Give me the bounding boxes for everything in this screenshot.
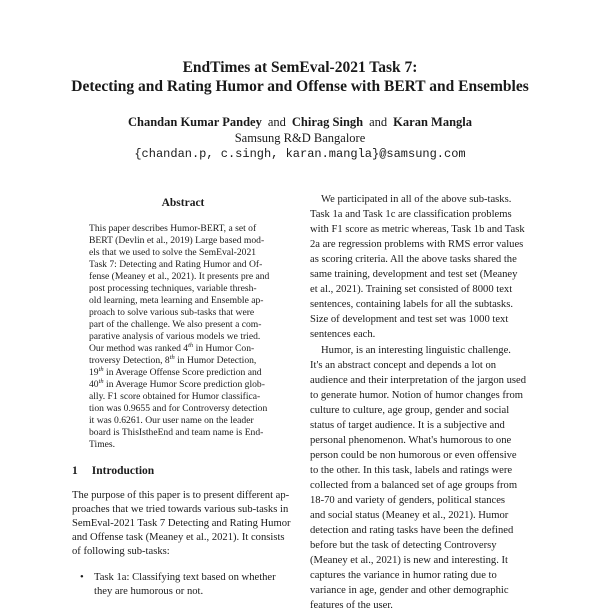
body-line: Humor, is an interesting linguistic challenge. <box>321 345 511 356</box>
abstract-line: Our method was ranked 4th in Humor Con- <box>89 341 255 354</box>
author-conjunction: and <box>267 115 286 129</box>
abstract-line: BERT (Devlin et al., 2019) Large based mod- <box>89 235 265 246</box>
body-line: audience and their interpretation of the jargon used <box>310 375 527 386</box>
body-line: before but the task of detecting Controversy <box>310 540 497 551</box>
abstract-line: Task 7: Detecting and Rating Humor and Of- <box>89 259 263 270</box>
abstract-line: proach to solve various sub-tasks that were <box>89 307 255 318</box>
body-line: same training, development and test set (Meaney <box>310 269 518 280</box>
body-line: captures the variance in humor rating due to <box>310 570 497 581</box>
paper-title-line-2: Detecting and Rating Humor and Offense with BERT and Ensembles <box>71 78 529 95</box>
intro-line: and Offense task (Meaney et al., 2021). It consists <box>72 532 285 543</box>
abstract-line: old learning, meta learning and Ensemble ap- <box>89 295 264 306</box>
body-line: to the other. In this task, labels and ratings were <box>310 465 513 476</box>
body-line: Size of development and test set was 1000 text <box>310 314 509 325</box>
body-line: personal phenomenon. What's humorous to one <box>310 435 512 446</box>
author-list <box>0 114 600 130</box>
body-line: It's an abstract concept and depends a lot on <box>310 360 497 371</box>
author-email: {chandan.p, c.singh, karan.mangla}@samsung.com <box>134 147 466 161</box>
author-affiliation: Samsung R&D Bangalore <box>234 131 366 145</box>
body-line: and social status (Meaney et al., 2021). Humor <box>310 510 509 521</box>
abstract-line: troversy Detection, 8th in Humor Detection, <box>89 353 257 366</box>
abstract-line: This paper describes Humor-BERT, a set of <box>89 223 257 234</box>
bullet-marker: • <box>80 572 84 583</box>
body-line: 2a are regression problems with RMS error values <box>310 239 524 250</box>
abstract-line: 40th in Average Humor Score prediction glob- <box>89 377 265 390</box>
body-line: culture to culture, age group, gender and social <box>310 405 510 416</box>
author-name: Chirag Singh <box>291 115 364 129</box>
bullet-line: they are humorous or not. <box>94 586 204 597</box>
author-conjunction: and <box>369 115 388 129</box>
body-line: We participated in all of the above sub-tasks. <box>321 194 512 205</box>
abstract-line: fense (Meaney et al., 2021). It presents pre and <box>89 271 270 282</box>
abstract-line: it was 0.6261. Our user name on the leader <box>89 415 254 426</box>
body-line: collected from a balanced set of age groups from <box>310 480 518 491</box>
abstract-line: Times. <box>89 439 116 450</box>
body-line: sentences, containing labels for all the subtasks. <box>310 299 513 310</box>
body-line: (Meaney et al., 2021) is new and interesting. It <box>310 555 508 566</box>
body-line: features of the user. <box>310 600 393 611</box>
body-line: with F1 score as metric whereas, Task 1b and Task <box>310 224 525 235</box>
abstract-line: els that we used to solve the SemEval-2021 <box>89 247 257 258</box>
intro-line: The purpose of this paper is to present different ap- <box>72 490 290 501</box>
author-name: Karan Mangla <box>393 115 472 129</box>
intro-line: SemEval-2021 Task 7 Detecting and Rating Humor <box>72 518 291 529</box>
abstract-line: ally. F1 score obtained for Humor classifica- <box>89 391 261 402</box>
body-line: Task 1a and Task 1c are classification problems <box>310 209 512 220</box>
abstract-line: 19th in Average Offense Score prediction and <box>89 365 262 378</box>
body-line: as scoring criteria. All the above tasks shared the <box>310 254 517 265</box>
intro-line: of following sub-tasks: <box>72 546 170 557</box>
abstract-line: tion was 0.9655 and for Controversy detection <box>89 403 268 414</box>
abstract-line: parative analysis of various models we tried. <box>89 331 261 342</box>
body-line: to generate humor. Notion of humor changes from <box>310 390 523 401</box>
paper-title-line-1: EndTimes at SemEval-2021 Task 7: <box>182 59 418 76</box>
body-line: person could be non humorous or even offensive <box>310 450 517 461</box>
body-line: variance in age, gender and other demographic <box>310 585 509 596</box>
intro-line: proaches that we tried towards various sub-tasks in <box>72 504 289 515</box>
body-line: detection and rating tasks have been the defined <box>310 525 514 536</box>
section-title: Introduction <box>91 465 155 477</box>
bullet-line: Task 1a: Classifying text based on whether <box>94 572 276 583</box>
abstract-heading: Abstract <box>161 197 205 209</box>
author-name: Chandan Kumar Pandey <box>127 115 262 129</box>
abstract-line: part of the challenge. We also present a com- <box>89 319 262 330</box>
abstract-line: board is ThisIstheEnd and team name is End- <box>89 427 264 438</box>
body-line: sentences each. <box>310 329 376 340</box>
body-line: status of target audience. It is a subjective and <box>310 420 505 431</box>
body-line: et al., 2021). Training set consisted of 8000 text <box>310 284 513 295</box>
section-heading-introduction <box>72 465 154 477</box>
section-number: 1 <box>72 465 78 477</box>
abstract-line: post processing techniques, variable thresh- <box>89 283 257 294</box>
body-line: 18-70 and variety of genders, political stances <box>310 495 506 506</box>
